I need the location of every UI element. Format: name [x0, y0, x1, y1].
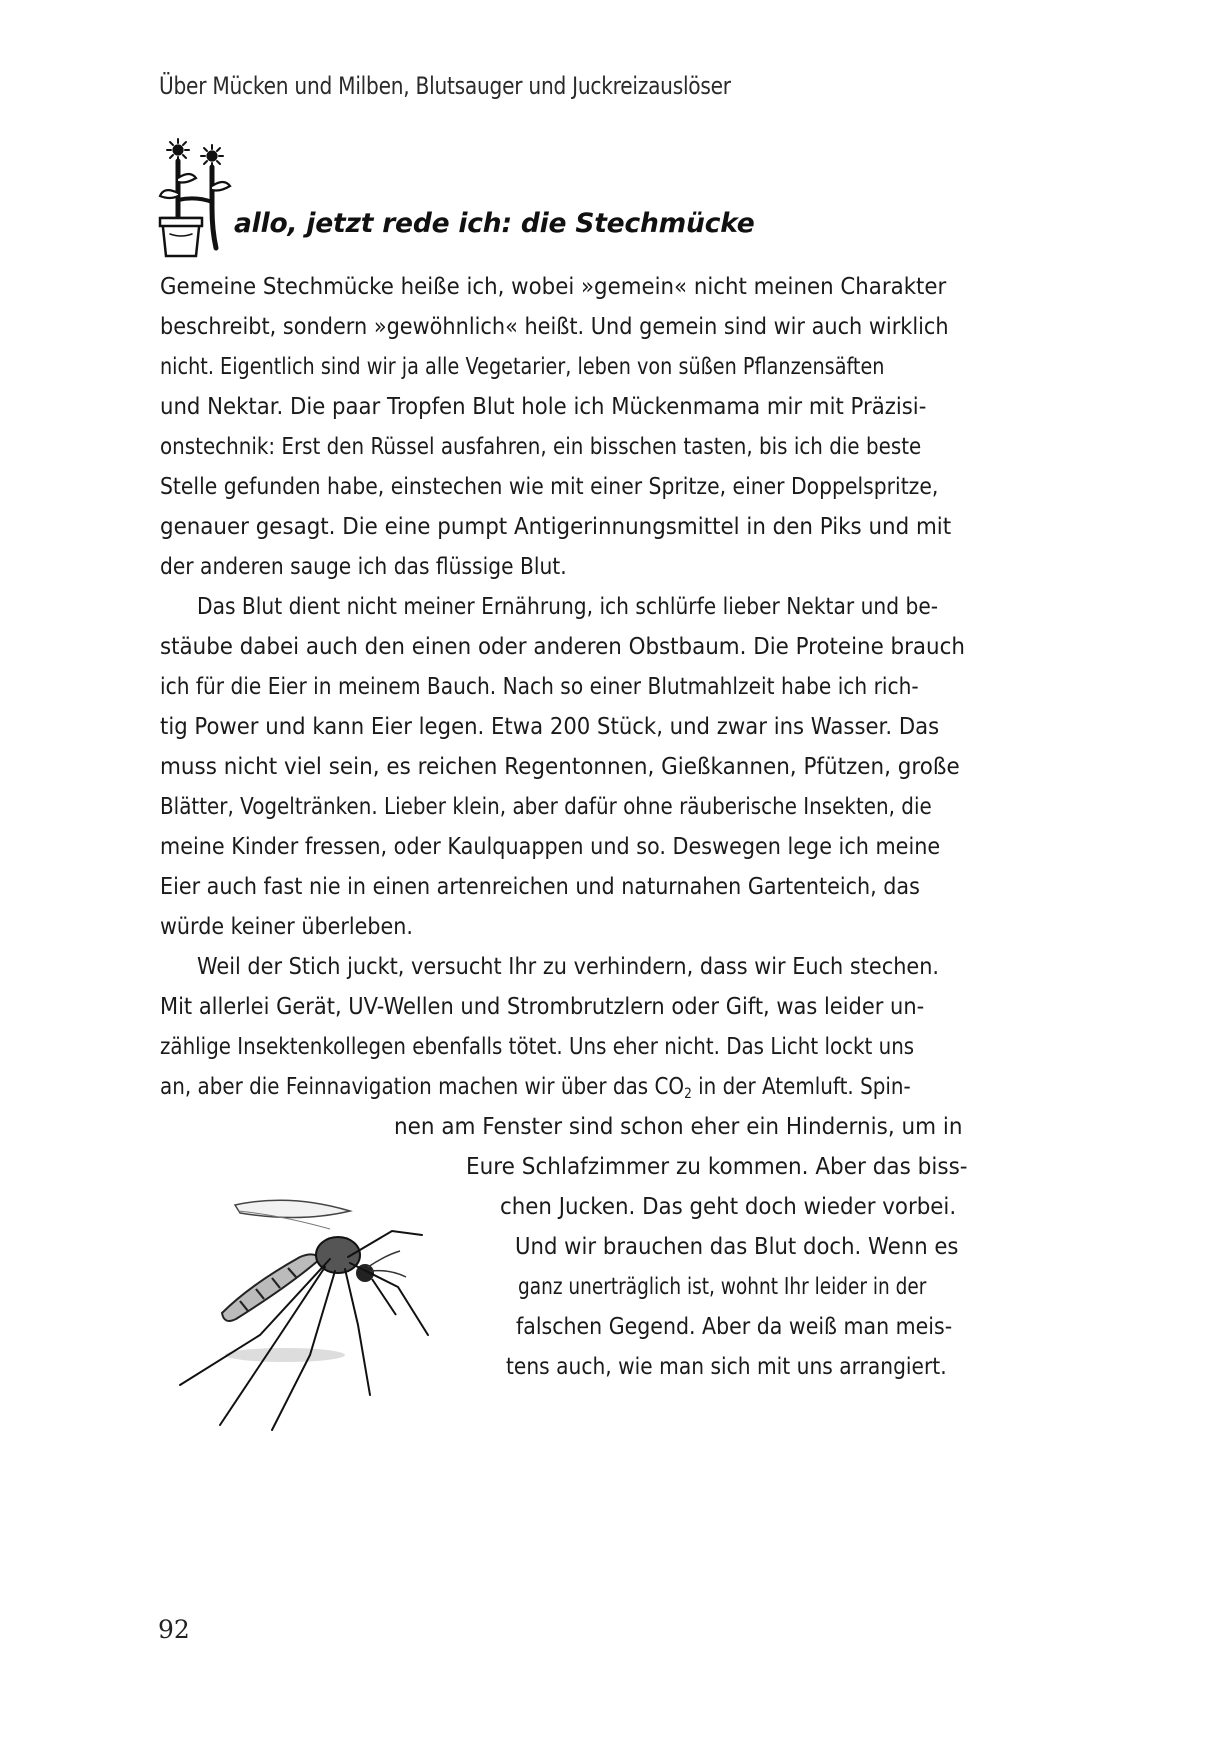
body-line: der anderen sauge ich das flüssige Blut.: [160, 554, 567, 580]
running-head: Über Mücken und Milben, Blutsauger und Juckreizauslöser: [159, 72, 731, 100]
section-heading: [156, 138, 1056, 260]
section-heading-text: allo, jetzt rede ich: die Stechmücke: [234, 208, 755, 239]
page-number: 92: [158, 1615, 190, 1644]
body-line: würde keiner überleben.: [160, 914, 413, 940]
co2-subscript: 2: [684, 1086, 692, 1102]
mosquito-illustration-icon: [160, 1185, 480, 1445]
co2-line-before: an, aber die Feinnavigation machen wir über das CO: [160, 1074, 685, 1100]
body-line: Eier auch fast nie in einen artenreichen und naturnahen Gartenteich, das: [160, 874, 920, 900]
body-line: stäube dabei auch den einen oder anderen Obstbaum. Die Proteine brauch: [160, 634, 965, 660]
body-line: Und wir brauchen das Blut doch. Wenn es: [515, 1234, 959, 1260]
body-line: ganz unerträglich ist, wohnt Ihr leider in der: [518, 1274, 927, 1300]
body-line: ich für die Eier in meinem Bauch. Nach so einer Blutmahlzeit habe ich rich-: [160, 674, 919, 700]
body-line: Eure Schlafzimmer zu kommen. Aber das biss-: [466, 1154, 968, 1180]
body-line: genauer gesagt. Die eine pumpt Antigerinnungsmittel in den Piks und mit: [160, 514, 952, 540]
body-line: Das Blut dient nicht meiner Ernährung, ich schlürfe lieber Nektar und be-: [197, 594, 939, 620]
body-line: Stelle gefunden habe, einstechen wie mit einer Spritze, einer Doppelspritze,: [160, 474, 939, 500]
body-line: falschen Gegend. Aber da weiß man meis-: [516, 1314, 953, 1340]
body-line: nen am Fenster sind schon eher ein Hindernis, um in: [394, 1114, 963, 1140]
body-line: meine Kinder fressen, oder Kaulquappen und so. Deswegen lege ich meine: [160, 834, 941, 860]
body-line: tens auch, wie man sich mit uns arrangiert.: [506, 1354, 947, 1380]
body-line: muss nicht viel sein, es reichen Regentonnen, Gießkannen, Pfützen, große: [160, 754, 960, 780]
body-line: Mit allerlei Gerät, UV-Wellen und Strombrutzlern oder Gift, was leider un-: [160, 994, 925, 1020]
body-line: Gemeine Stechmücke heiße ich, wobei »gemein« nicht meinen Charakter: [160, 274, 947, 300]
body-line: chen Jucken. Das geht doch wieder vorbei.: [500, 1194, 957, 1220]
flower-pot-initial-icon: [156, 138, 246, 260]
body-line: beschreibt, sondern »gewöhnlich« heißt. Und gemein sind wir auch wirklich: [160, 314, 949, 340]
body-line: nicht. Eigentlich sind wir ja alle Vegetarier, leben von süßen Pflanzensäften: [160, 354, 885, 380]
co2-line-after: in der Atemluft. Spin-: [691, 1074, 911, 1100]
body-line-co2: [160, 1074, 911, 1102]
body-line: und Nektar. Die paar Tropfen Blut hole ich Mückenmama mir mit Präzisi-: [160, 394, 927, 420]
body-line: zählige Insektenkollegen ebenfalls tötet. Uns eher nicht. Das Licht lockt uns: [160, 1034, 915, 1060]
body-line: onstechnik: Erst den Rüssel ausfahren, ein bisschen tasten, bis ich die beste: [160, 434, 922, 460]
body-line: Blätter, Vogeltränken. Lieber klein, aber dafür ohne räuberische Insekten, die: [160, 794, 932, 820]
body-line: tig Power und kann Eier legen. Etwa 200 Stück, und zwar ins Wasser. Das: [160, 714, 940, 740]
body-line: Weil der Stich juckt, versucht Ihr zu verhindern, dass wir Euch stechen.: [197, 954, 940, 980]
